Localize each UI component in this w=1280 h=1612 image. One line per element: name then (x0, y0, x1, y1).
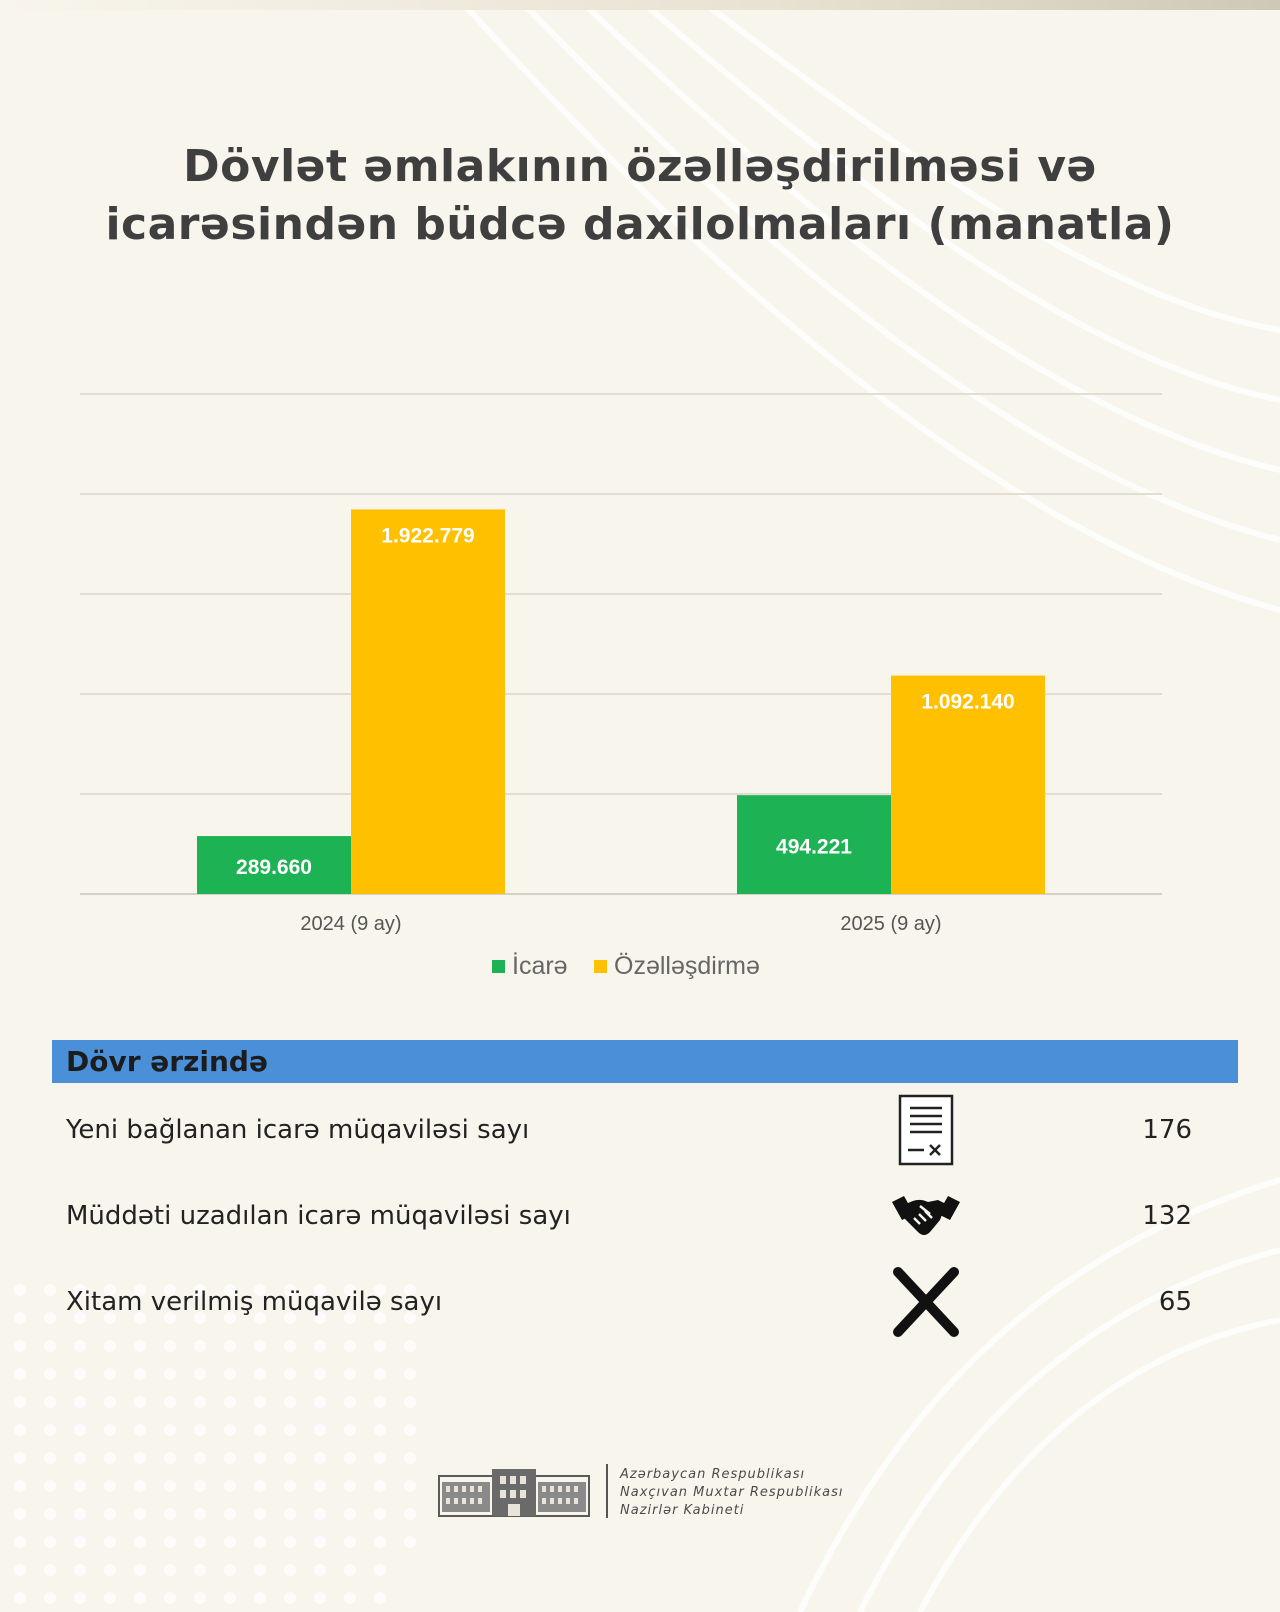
stat-row-new-contracts (0, 1090, 1280, 1170)
stat-label: Müddəti uzadılan icarə müqaviləsi sayı (66, 1201, 571, 1231)
legend-swatch (594, 960, 607, 973)
data-label: 1.092.140 (921, 690, 1015, 714)
stat-value: 176 (1142, 1115, 1192, 1145)
data-label: 494.221 (776, 835, 852, 859)
title-line-2: icarəsindən büdcə daxilolmaları (manatla) (105, 199, 1175, 250)
stat-value: 65 (1158, 1287, 1192, 1317)
bar-chart (0, 360, 1280, 1000)
chart-title (0, 138, 1280, 254)
title-line-1: Dövlət əmlakının özəlləşdirilməsi və (183, 141, 1097, 192)
chart-x-axis-labels (300, 913, 941, 935)
footer-line-3: Nazirlər Kabineti (620, 1503, 745, 1518)
section-title: Dövr ərzində (66, 1045, 268, 1078)
footer-line-1: Azərbaycan Respublikası (620, 1467, 806, 1482)
legend-label: İcarə (512, 952, 568, 980)
stat-value: 132 (1142, 1201, 1192, 1231)
legend-label: Özəlləşdirmə (614, 952, 760, 980)
top-gradient-strip (0, 0, 1280, 10)
footer-divider (606, 1464, 608, 1518)
footer-line-2: Naxçıvan Muxtar Respublikası (620, 1485, 844, 1500)
contract-document-icon (890, 1094, 962, 1166)
data-label: 1.922.779 (381, 524, 475, 548)
stat-label: Yeni bağlanan icarə müqaviləsi sayı (66, 1115, 530, 1145)
chart-legend (492, 951, 760, 980)
cross-icon (890, 1266, 962, 1338)
x-tick-label: 2025 (9 ay) (840, 913, 942, 935)
bar-ozellesdirme-0 (351, 509, 505, 894)
stat-row-extended-contracts (0, 1176, 1280, 1256)
period-section-header (52, 1040, 1238, 1083)
stat-label: Xitam verilmiş müqavilə sayı (66, 1287, 443, 1317)
legend-swatch (492, 960, 505, 973)
building-logo-icon (438, 1468, 590, 1518)
handshake-icon (890, 1180, 962, 1252)
chart-bars (197, 509, 1045, 894)
footer-branding (438, 1462, 858, 1524)
data-label: 289.660 (236, 856, 312, 880)
x-tick-label: 2024 (9 ay) (300, 913, 402, 935)
footer-text (620, 1466, 844, 1520)
stat-row-terminated-contracts (0, 1262, 1280, 1342)
